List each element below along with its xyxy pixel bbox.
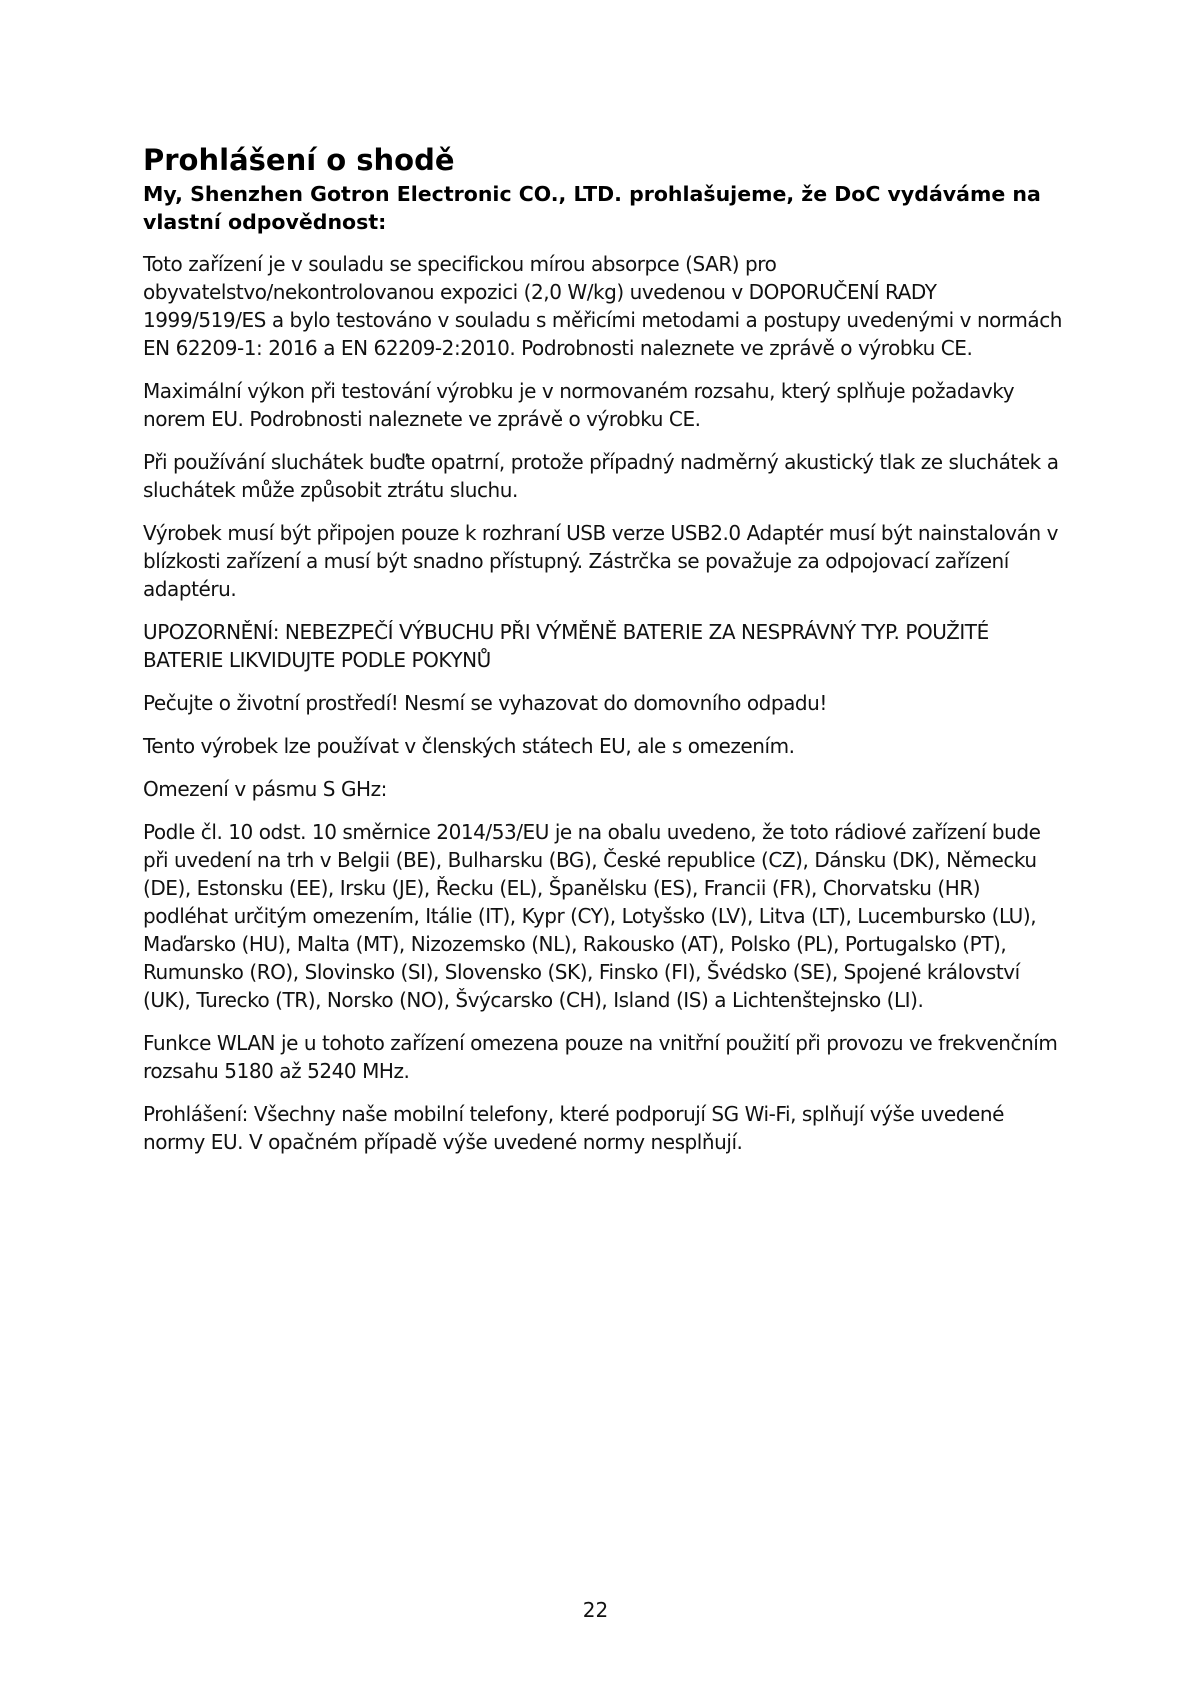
paragraph-eu-restriction: Tento výrobek lze používat v členských státech EU, ale s omezením. bbox=[143, 734, 795, 758]
declaration-intro: My, Shenzhen Gotron Electronic CO., LTD. prohlašujeme, že DoC vydáváme na vlastní odpovědnost: bbox=[143, 182, 1041, 234]
page-title: Prohlášení o shodě bbox=[143, 143, 455, 177]
paragraph-max-power: Maximální výkon při testování výrobku je v normovaném rozsahu, který splňuje požadavky norem EU. Podrobnosti naleznete ve zprávě o výrobku CE. bbox=[143, 379, 1015, 431]
paragraph-band-heading: Omezení v pásmu S GHz: bbox=[143, 777, 387, 801]
paragraph-wlan: Funkce WLAN je u tohoto zařízení omezena pouze na vnitřní použití při provozu ve frekvenčním rozsahu 5180 až 5240 MHz. bbox=[143, 1031, 1058, 1083]
paragraph-battery-warning: UPOZORNĚNÍ: NEBEZPEČÍ VÝBUCHU PŘI VÝMĚNĚ BATERIE ZA NESPRÁVNÝ TYP. POUŽITÉ BATERIE LIKVIDUJTE PODLE POKYNŮ bbox=[143, 620, 989, 672]
paragraph-sar: Toto zařízení je v souladu se specifickou mírou absorpce (SAR) pro obyvatelstvo/nekontrolovanou expozici (2,0 W/kg) uvedenou v DOPORUČENÍ RADY 1999/519/ES a bylo testováno v souladu s měřicími metodami a postupy uvedenými v normách EN 62209-1: 2016 a EN 62209-2:2010. Podrobnosti naleznete ve zprávě o výrobku CE. bbox=[143, 252, 1062, 360]
paragraph-country-list: Podle čl. 10 odst. 10 směrnice 2014/53/EU je na obalu uvedeno, že toto rádiové zařízení bude při uvedení na trh v Belgii (BE), Bulharsku (BG), České republice (CZ), Dánsku (DK), Německu (DE), Estonsku (EE), Irsku (JE), Řecku (EL), Španělsku (ES), Francii (FR), Chorvatsku (HR) podléhat určitým omezením, Itálie (IT), Kypr (CY), Lotyšsko (LV), Litva (LT), Lucembursko (LU), Maďarsko (HU), Malta (MT), Nizozemsko (NL), Rakousko (AT), Polsko (PL), Portugalsko (PT), Rumunsko (RO), Slovinsko (SI), Slovensko (SK), Finsko (FI), Švédsko (SE), Spojené království (UK), Turecko (TR), Norsko (NO), Švýcarsko (CH), Island (IS) a Lichtenštejnsko (LI). bbox=[143, 820, 1041, 1012]
paragraph-environment: Pečujte o životní prostředí! Nesmí se vyhazovat do domovního odpadu! bbox=[143, 691, 827, 715]
paragraph-statement: Prohlášení: Všechny naše mobilní telefony, které podporují SG Wi-Fi, splňují výše uvedené normy EU. V opačném případě výše uvedené normy nesplňují. bbox=[143, 1102, 1004, 1154]
page-number: 22 bbox=[582, 1598, 609, 1622]
paragraph-usb-adapter: Výrobek musí být připojen pouze k rozhraní USB verze USB2.0 Adaptér musí být nainstalován v blízkosti zařízení a musí být snadno přístupný. Zástrčka se považuje za odpojovací zařízení adaptéru. bbox=[143, 521, 1058, 601]
document-page bbox=[143, 142, 1063, 1171]
paragraph-headphones: Při používání sluchátek buďte opatrní, protože případný nadměrný akustický tlak ze sluchátek a sluchátek může způsobit ztrátu sluchu. bbox=[143, 450, 1059, 502]
